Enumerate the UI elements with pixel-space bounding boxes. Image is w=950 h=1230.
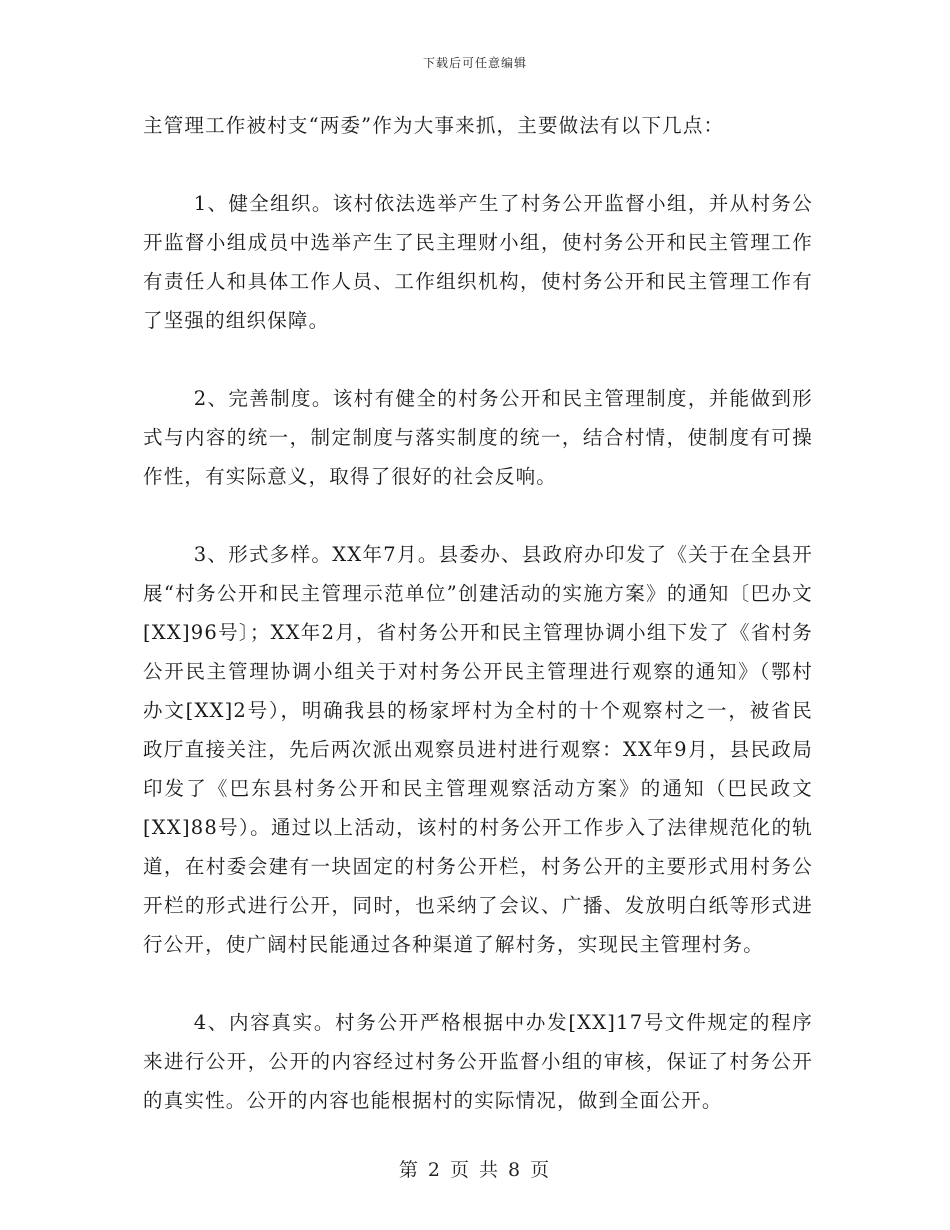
- paragraph-1-organization: 1、健全组织。该村依法选举产生了村务公开监督小组，并从村务公开监督小组成员中选举产生了民主理财小组，使村务公开和民主管理工作有责任人和具体工作人员、工作组织机构，使村务公开和民主管理工作有了坚强的组织保障。: [143, 192, 813, 332]
- page-number-footer: 第 2 页 共 8 页: [398, 1159, 552, 1181]
- paragraph-4-content: 4、内容真实。村务公开严格根据中办发[XX]17号文件规定的程序来进行公开，公开的内容经过村务公开监督小组的审核，保证了村务公开的真实性。公开的内容也能根据村的实际情况，做到全面公开。: [143, 1011, 813, 1112]
- paragraph-3-forms: 3、形式多样。XX年7月。县委办、县政府办印发了《关于在全县开展“村务公开和民主管理示范单位”创建活动的实施方案》的通知〔巴办文[XX]96号〕；XX年2月，省村务公开和民主管理协调小组下发了《省村务公开民主管理协调小组关于对村务公开民主管理进行观察的通知》（鄂村办文[XX]2号），明确我县的杨家坪村为全村的十个观察村之一，被省民政厅直接关注，先后两次派出观察员进村进行观察：XX年9月，县民政局印发了《巴东县村务公开和民主管理观察活动方案》的通知（巴民政文[XX]88号）。通过以上活动，该村的村务公开工作步入了法律规范化的轨道，在村委会建有一块固定的村务公开栏，村务公开的主要形式用村务公开栏的形式进行公开，同时，也采纳了会议、广播、发放明白纸等形式进行公开，使广阔村民能通过各种渠道了解村务，实现民主管理村务。: [143, 543, 813, 956]
- paragraph-2-system: 2、完善制度。该村有健全的村务公开和民主管理制度，并能做到形式与内容的统一，制定制度与落实制度的统一，结合村情，使制度有可操作性，有实际意义，取得了很好的社会反响。: [143, 387, 813, 488]
- paragraph-intro: 主管理工作被村支“两委”作为大事来抓，主要做法有以下几点：: [143, 114, 725, 137]
- document-body: [143, 106, 813, 1159]
- page-header: 下载后可任意编辑: [422, 56, 527, 70]
